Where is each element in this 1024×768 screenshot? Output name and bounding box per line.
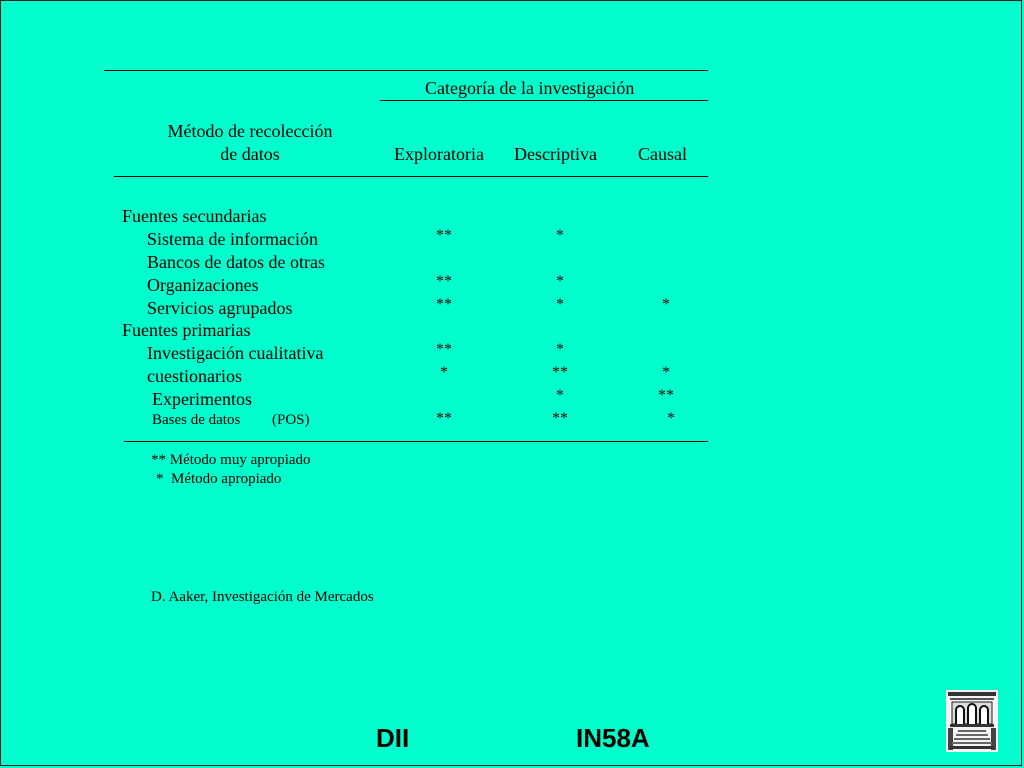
column-header-exploratoria: Exploratoria xyxy=(394,144,484,164)
legend-appropriate: * Método apropiado xyxy=(156,471,282,487)
cell-descriptiva: * xyxy=(556,341,564,358)
row-label: Servicios agrupados xyxy=(147,298,293,318)
source-citation: D. Aaker, Investigación de Mercados xyxy=(151,589,374,605)
cell-exploratoria: ** xyxy=(436,296,452,313)
column-header-descriptiva: Descriptiva xyxy=(514,144,597,164)
row-label: Bancos de datos de otras xyxy=(147,252,325,272)
column-header-causal: Causal xyxy=(638,144,687,164)
row-label: Bases de datos xyxy=(152,412,241,428)
cell-causal: * xyxy=(667,410,675,427)
cell-descriptiva: ** xyxy=(552,364,568,381)
cell-causal: ** xyxy=(658,387,674,404)
method-header-line2: de datos xyxy=(220,144,280,164)
cell-exploratoria: ** xyxy=(436,227,452,244)
cell-causal: * xyxy=(662,364,670,381)
header-bottom-rule xyxy=(114,176,708,177)
row-label: Organizaciones xyxy=(147,275,259,295)
row-label: Investigación cualitativa xyxy=(147,343,324,363)
cell-descriptiva: * xyxy=(556,273,564,290)
building-facade-icon xyxy=(946,690,998,752)
cell-exploratoria: ** xyxy=(436,410,452,427)
cell-descriptiva: * xyxy=(556,387,564,404)
row-label: Sistema de información xyxy=(147,229,318,249)
footer-right-label: IN58A xyxy=(576,723,650,753)
table-bottom-rule xyxy=(124,441,708,442)
row-label: cuestionarios xyxy=(147,366,242,386)
method-header-line1: Método de recolección xyxy=(167,121,333,141)
section-title: Fuentes secundarias xyxy=(122,206,267,226)
cell-descriptiva: ** xyxy=(552,410,568,427)
cell-exploratoria: ** xyxy=(436,273,452,290)
section-title: Fuentes primarias xyxy=(122,320,251,340)
row-label-suffix: (POS) xyxy=(272,412,310,428)
header-group-label: Categoría de la investigación xyxy=(425,78,635,98)
header-group-rule xyxy=(380,100,708,101)
cell-descriptiva: * xyxy=(556,227,564,244)
cell-exploratoria: ** xyxy=(436,341,452,358)
table-top-rule xyxy=(104,70,708,71)
cell-descriptiva: * xyxy=(556,296,564,313)
footer-left-label: DII xyxy=(376,723,410,753)
cell-causal: * xyxy=(662,296,670,313)
legend-very-appropriate: ** Método muy apropiado xyxy=(151,452,311,468)
cell-exploratoria: * xyxy=(440,364,448,381)
row-label: Experimentos xyxy=(152,389,252,409)
